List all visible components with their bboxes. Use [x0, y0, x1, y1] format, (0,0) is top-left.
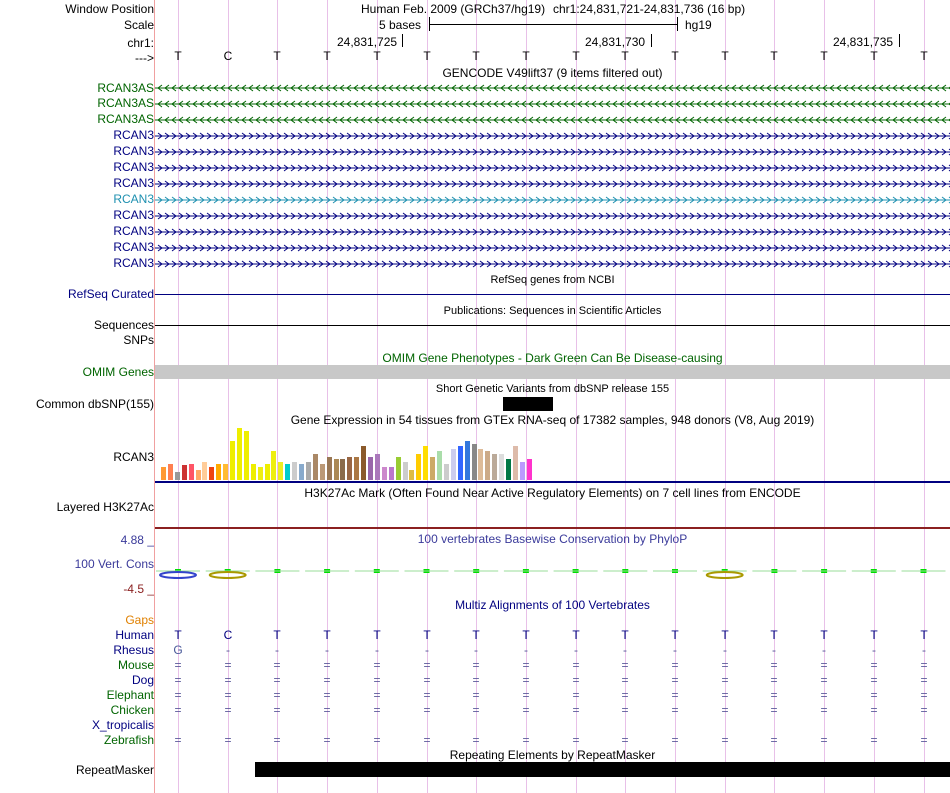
alignment-base: =: [572, 688, 580, 702]
reference-base: T: [472, 49, 480, 63]
alignment-base: =: [870, 673, 878, 687]
species-label[interactable]: Dog: [131, 673, 154, 687]
track-label-rcan3as-3[interactable]: RCAN3AS: [97, 112, 154, 126]
alignment-base: =: [423, 658, 431, 672]
alignment-base: -: [922, 643, 926, 657]
label-strand[interactable]: --->: [135, 51, 154, 65]
alignment-base: =: [870, 688, 878, 702]
alignment-base: =: [522, 733, 530, 747]
gtex-tissue-bar[interactable]: [347, 457, 352, 480]
alignment-base: =: [870, 703, 878, 717]
dbsnp-title: Short Genetic Variants from dbSNP release 155: [435, 383, 670, 395]
alignment-base: -: [226, 643, 230, 657]
alignment-base: =: [920, 703, 928, 717]
alignment-base: =: [273, 688, 281, 702]
gtex-tissue-bar[interactable]: [265, 464, 270, 480]
alignment-base: -: [872, 643, 876, 657]
reference-base: T: [373, 49, 381, 63]
alignment-base: =: [621, 688, 629, 702]
track-label-rcan3as-1[interactable]: RCAN3AS: [97, 81, 154, 95]
alignment-base: T: [920, 628, 928, 642]
conservation-logo: [160, 572, 196, 578]
gtex-tissue-bar[interactable]: [389, 467, 394, 480]
gtex-tissue-bar[interactable]: [444, 464, 449, 480]
alignment-base: -: [474, 643, 478, 657]
alignment-base: =: [224, 733, 232, 747]
omim-bar[interactable]: [155, 365, 950, 379]
gtex-baseline: [155, 481, 950, 483]
scale-text: 5 bases: [379, 18, 422, 32]
alignment-base: =: [920, 658, 928, 672]
gtex-tissue-bar[interactable]: [271, 451, 276, 480]
alignment-base: =: [423, 703, 431, 717]
track-label-rcan3as-2[interactable]: RCAN3AS: [97, 96, 154, 110]
alignment-base: =: [820, 733, 828, 747]
track-label-h3k27ac[interactable]: Layered H3K27Ac: [56, 500, 154, 514]
gtex-tissue-bar[interactable]: [423, 446, 428, 480]
reference-base: T: [920, 49, 928, 63]
repeats-title: Repeating Elements by RepeatMasker: [449, 748, 656, 762]
phylop-plot[interactable]: [155, 562, 950, 594]
alignment-base: =: [572, 673, 580, 687]
alignment-base: =: [721, 658, 729, 672]
gtex-tissue-bar[interactable]: [506, 459, 511, 480]
reference-base: T: [870, 49, 878, 63]
refseq-line: [155, 294, 950, 295]
gtex-tissue-bar[interactable]: [340, 459, 345, 480]
alignment-base: =: [572, 658, 580, 672]
gtex-tissue-bar[interactable]: [485, 451, 490, 480]
alignment-base: =: [323, 703, 331, 717]
species-label[interactable]: Zebrafish: [103, 733, 154, 747]
track-label-rcan3-7[interactable]: RCAN3: [113, 224, 154, 238]
alignment-base: C: [223, 628, 233, 642]
gene-arrows[interactable]: [155, 80, 950, 272]
coord-label-2: 24,831,730: [585, 35, 646, 49]
reference-base: T: [721, 49, 729, 63]
alignment-base: =: [323, 673, 331, 687]
track-label-snps[interactable]: SNPs: [123, 333, 154, 347]
alignment-base: T: [323, 628, 331, 642]
alignment-base: -: [574, 643, 578, 657]
h3k27ac-title: H3K27Ac Mark (Often Found Near Active Regulatory Elements) on 7 cell lines from ENCODE: [304, 486, 801, 500]
alignment-base: =: [423, 733, 431, 747]
omim-title: OMIM Gene Phenotypes - Dark Green Can Be Disease-causing: [382, 351, 723, 365]
alignment-base: T: [820, 628, 828, 642]
alignment-base: =: [522, 703, 530, 717]
track-label-rcan3-2[interactable]: RCAN3: [113, 144, 154, 158]
gtex-tissue-bar[interactable]: [513, 446, 518, 480]
alignment-base: -: [673, 643, 677, 657]
gtex-tissue-bar[interactable]: [437, 451, 442, 480]
gtex-tissue-bar[interactable]: [196, 470, 201, 480]
alignment-base: =: [323, 733, 331, 747]
coord-label-3: 24,831,735: [833, 35, 894, 49]
gtex-tissue-bar[interactable]: [472, 444, 477, 480]
track-label-rcan3-5[interactable]: RCAN3: [113, 192, 154, 206]
alignment-base: =: [174, 733, 182, 747]
alignment-base: =: [920, 673, 928, 687]
alignment-base: =: [770, 703, 778, 717]
alignment-base: =: [721, 733, 729, 747]
phylop-max-label: 4.88 _: [120, 533, 154, 547]
gtex-tissue-bar[interactable]: [320, 464, 325, 480]
track-label-sequences[interactable]: Sequences: [93, 318, 154, 332]
alignment-base: =: [920, 733, 928, 747]
alignment-base: T: [621, 628, 629, 642]
alignment-base: T: [770, 628, 778, 642]
track-label-rcan3-6[interactable]: RCAN3: [113, 208, 154, 222]
alignment-base: =: [373, 733, 381, 747]
scale-bar-tick-left: [429, 17, 430, 31]
alignment-base: =: [174, 673, 182, 687]
alignment-base: -: [822, 643, 826, 657]
alignment-base: =: [770, 688, 778, 702]
gtex-tissue-bar[interactable]: [382, 467, 387, 480]
alignment-base: T: [273, 628, 281, 642]
gtex-tissue-bar[interactable]: [237, 428, 242, 480]
alignment-base: T: [472, 628, 480, 642]
alignment-base: =: [472, 658, 480, 672]
scale-bar: [429, 24, 677, 25]
alignment-base: =: [472, 733, 480, 747]
alignment-base: =: [522, 658, 530, 672]
refseq-title: RefSeq genes from NCBI: [490, 274, 615, 286]
gtex-tissue-bar[interactable]: [327, 457, 332, 480]
label-chrom: chr1:: [127, 36, 154, 50]
label-scale: Scale: [123, 18, 154, 32]
gtex-tissue-bar[interactable]: [368, 457, 373, 480]
track-label-rcan3-4[interactable]: RCAN3: [113, 176, 154, 190]
alignment-base: =: [820, 688, 828, 702]
alignment-base: =: [224, 673, 232, 687]
coord-tick-3: [899, 34, 900, 47]
gtex-tissue-bar[interactable]: [409, 470, 414, 480]
gtex-tissue-bar[interactable]: [416, 454, 421, 480]
gtex-tissue-bar[interactable]: [451, 449, 456, 480]
reference-base: T: [770, 49, 778, 63]
track-label-cons[interactable]: 100 Vert. Cons: [74, 557, 154, 571]
gtex-tissue-bar[interactable]: [285, 464, 290, 480]
label-window-position: Window Position: [65, 2, 154, 16]
coord-tick-2: [651, 34, 652, 47]
gtex-barchart[interactable]: [155, 428, 535, 480]
species-label[interactable]: Chicken: [110, 703, 154, 717]
alignment-base: -: [772, 643, 776, 657]
alignment-base: -: [623, 643, 627, 657]
alignment-base: =: [671, 733, 679, 747]
alignment-base: =: [721, 703, 729, 717]
gtex-tissue-bar[interactable]: [520, 462, 525, 480]
reference-base: T: [522, 49, 530, 63]
pubs-title: Publications: Sequences in Scientific Articles: [443, 305, 662, 317]
alignment-base: -: [425, 643, 429, 657]
gtex-tissue-bar[interactable]: [499, 454, 504, 480]
scale-bar-tick-right: [677, 17, 678, 31]
alignment-base: =: [472, 688, 480, 702]
assembly-title: Human Feb. 2009 (GRCh37/hg19): [361, 2, 546, 16]
species-label[interactable]: Elephant: [106, 688, 154, 702]
alignment-base: =: [820, 658, 828, 672]
gtex-title: Gene Expression in 54 tissues from GTEx RNA-seq of 17382 samples, 948 donors (V8, Aug 2019): [290, 413, 815, 427]
repeat-element[interactable]: [255, 762, 950, 777]
alignment-base: =: [522, 673, 530, 687]
alignment-base: T: [721, 628, 729, 642]
gtex-tissue-bar[interactable]: [334, 459, 339, 480]
gtex-tissue-bar[interactable]: [430, 457, 435, 480]
reference-base: T: [174, 49, 182, 63]
gtex-tissue-bar[interactable]: [361, 446, 366, 480]
alignment-base: =: [373, 658, 381, 672]
reference-base: T: [423, 49, 431, 63]
conservation-logo: [210, 572, 246, 578]
reference-base: T: [621, 49, 629, 63]
alignment-base: =: [770, 673, 778, 687]
gtex-tissue-bar[interactable]: [354, 457, 359, 480]
gtex-tissue-bar[interactable]: [396, 457, 401, 480]
alignment-base: =: [472, 673, 480, 687]
alignment-base: T: [174, 628, 182, 642]
conservation-logo: [707, 572, 743, 578]
alignment-base: =: [174, 658, 182, 672]
gtex-tissue-bar[interactable]: [375, 454, 380, 480]
track-label-dbsnp[interactable]: Common dbSNP(155): [35, 397, 154, 411]
gtex-tissue-bar[interactable]: [465, 441, 470, 480]
track-label-refseq[interactable]: RefSeq Curated: [67, 287, 154, 301]
alignment-base: =: [820, 673, 828, 687]
alignment-base: T: [522, 628, 530, 642]
alignment-base: =: [671, 688, 679, 702]
alignment-base: =: [621, 733, 629, 747]
alignment-base: =: [721, 673, 729, 687]
gtex-tissue-bar[interactable]: [306, 462, 311, 480]
position-text: chr1:24,831,721-24,831,736 (16 bp): [553, 2, 746, 16]
track-label-rcan3-3[interactable]: RCAN3: [113, 160, 154, 174]
alignment-base: =: [621, 703, 629, 717]
reference-base: T: [572, 49, 580, 63]
coord-label-1: 24,831,725: [337, 35, 398, 49]
track-label-rcan3-9[interactable]: RCAN3: [113, 256, 154, 270]
alignment-base: =: [870, 733, 878, 747]
gtex-tissue-bar[interactable]: [168, 464, 173, 480]
alignment-base: =: [224, 703, 232, 717]
species-label[interactable]: Human: [115, 628, 154, 642]
reference-base: C: [223, 49, 233, 63]
alignment-base: =: [373, 688, 381, 702]
alignment-base: =: [671, 673, 679, 687]
gtex-tissue-bar[interactable]: [182, 465, 187, 480]
alignment-base: =: [224, 688, 232, 702]
alignment-base: =: [423, 673, 431, 687]
h3k27ac-baseline: [155, 527, 950, 529]
alignment-base: =: [572, 733, 580, 747]
alignment-base: -: [325, 643, 329, 657]
gtex-tissue-bar[interactable]: [202, 462, 207, 480]
alignment-base: T: [373, 628, 381, 642]
scale-db: hg19: [685, 18, 712, 32]
alignment-base: =: [770, 733, 778, 747]
gtex-tissue-bar[interactable]: [278, 462, 283, 480]
track-label-rcan3-8[interactable]: RCAN3: [113, 240, 154, 254]
coord-tick-1: [402, 34, 403, 47]
gtex-tissue-bar[interactable]: [313, 454, 318, 480]
alignment-base: =: [671, 703, 679, 717]
alignment-base: =: [423, 688, 431, 702]
alignment-base: =: [671, 658, 679, 672]
multiz-title: Multiz Alignments of 100 Vertebrates: [455, 598, 650, 612]
alignment-base: =: [273, 673, 281, 687]
alignment-base: -: [275, 643, 279, 657]
gtex-tissue-bar[interactable]: [258, 467, 263, 480]
alignment-base: =: [621, 658, 629, 672]
alignment-base: =: [621, 673, 629, 687]
species-label[interactable]: X_tropicalis: [91, 718, 154, 732]
gtex-tissue-bar[interactable]: [189, 464, 194, 480]
gtex-tissue-bar[interactable]: [292, 462, 297, 480]
gtex-tissue-bar[interactable]: [175, 472, 180, 480]
reference-base: T: [273, 49, 281, 63]
alignment-base: =: [920, 688, 928, 702]
dbsnp-variant[interactable]: [503, 397, 553, 411]
alignment-base: =: [770, 658, 778, 672]
gtex-tissue-bar[interactable]: [527, 459, 532, 480]
gtex-tissue-bar[interactable]: [223, 464, 228, 480]
gtex-tissue-bar[interactable]: [478, 449, 483, 480]
species-label[interactable]: Rhesus: [113, 643, 154, 657]
alignment-base: -: [723, 643, 727, 657]
gtex-tissue-bar[interactable]: [244, 431, 249, 480]
alignment-base: -: [524, 643, 528, 657]
track-label-gtex[interactable]: RCAN3: [113, 450, 154, 464]
gtex-tissue-bar[interactable]: [299, 464, 304, 480]
reference-base: T: [820, 49, 828, 63]
reference-base: T: [671, 49, 679, 63]
track-label-gaps[interactable]: Gaps: [125, 613, 154, 627]
gtex-tissue-bar[interactable]: [216, 464, 221, 480]
track-image[interactable]: [155, 0, 950, 793]
track-label-omim[interactable]: OMIM Genes: [82, 365, 154, 379]
gtex-tissue-bar[interactable]: [492, 454, 497, 480]
alignment-base: =: [273, 703, 281, 717]
gencode-title: GENCODE V49lift37 (9 items filtered out): [442, 66, 663, 80]
alignment-base: =: [820, 703, 828, 717]
gtex-tissue-bar[interactable]: [403, 462, 408, 480]
alignment-base: T: [572, 628, 580, 642]
alignment-base: =: [522, 688, 530, 702]
alignment-base: -: [375, 643, 379, 657]
alignment-base: =: [373, 703, 381, 717]
reference-base: T: [323, 49, 331, 63]
alignment-base: =: [174, 688, 182, 702]
alignment-base: T: [671, 628, 679, 642]
gtex-tissue-bar[interactable]: [251, 464, 256, 480]
alignment-base: T: [423, 628, 431, 642]
track-label-repeatmasker[interactable]: RepeatMasker: [75, 763, 154, 777]
sequences-line: [155, 325, 950, 326]
species-label[interactable]: Mouse: [117, 658, 154, 672]
gtex-tissue-bar[interactable]: [458, 446, 463, 480]
phylop-title: 100 vertebrates Basewise Conservation by PhyloP: [417, 532, 688, 546]
alignment-base: G: [173, 643, 183, 657]
gtex-tissue-bar[interactable]: [209, 467, 214, 480]
phylop-min-label: -4.5 _: [123, 582, 154, 596]
alignment-base: =: [472, 703, 480, 717]
alignment-base: =: [224, 658, 232, 672]
alignment-base: =: [273, 733, 281, 747]
gtex-tissue-bar[interactable]: [161, 467, 166, 480]
alignment-base: T: [870, 628, 878, 642]
alignment-base: =: [373, 673, 381, 687]
alignment-base: =: [721, 688, 729, 702]
alignment-base: =: [174, 703, 182, 717]
gtex-tissue-bar[interactable]: [230, 441, 235, 480]
alignment-base: =: [572, 703, 580, 717]
alignment-base: =: [323, 688, 331, 702]
track-label-rcan3-1[interactable]: RCAN3: [113, 128, 154, 142]
alignment-base: =: [323, 658, 331, 672]
alignment-base: =: [870, 658, 878, 672]
alignment-base: =: [273, 658, 281, 672]
